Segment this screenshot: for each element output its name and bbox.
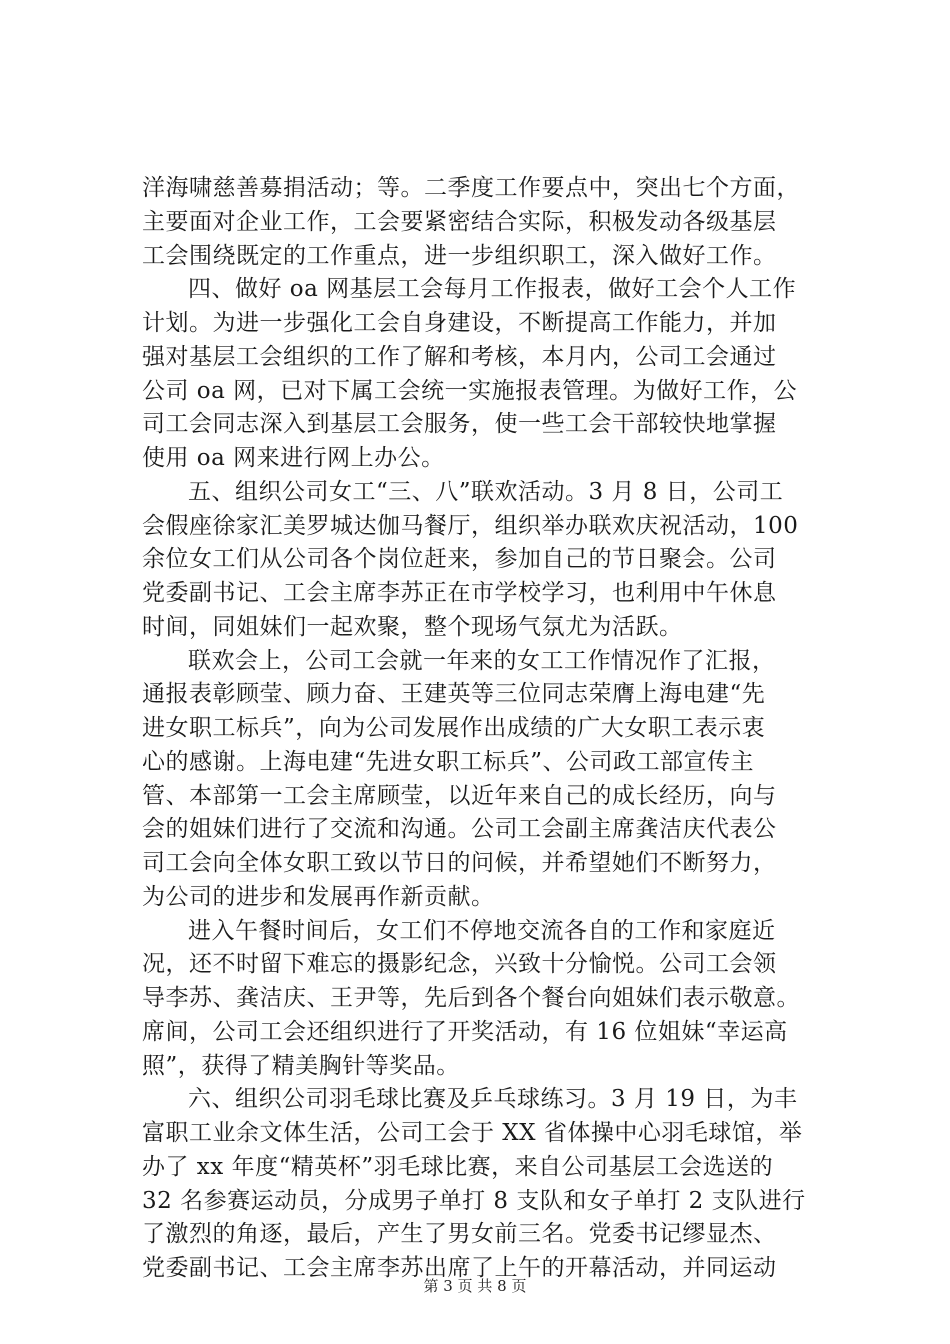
text-line: 计划。为进一步强化工会自身建设，不断提高工作能力，并加 <box>142 310 777 336</box>
text-line: 照”，获得了精美胸针等奖品。 <box>142 1052 460 1079</box>
paragraph-start-line: 联欢会上，公司工会就一年来的女工工作情况作了汇报， <box>188 647 776 674</box>
text-line: 富职工业余文体生活，公司工会于 XX 省体操中心羽毛球馆，举 <box>142 1120 803 1146</box>
text-line: 余位女工们从公司各个岗位赶来，参加自己的节日聚会。公司 <box>142 546 777 573</box>
paragraph-start-line: 四、做好 oa 网基层工会每月工作报表，做好工会个人工作 <box>188 276 797 303</box>
text-line: 司工会向全体女职工致以节日的问候，并希望她们不断努力， <box>142 850 777 876</box>
text-line: 强对基层工会组织的工作了解和考核，本月内，公司工会通过 <box>142 343 777 370</box>
text-line: 了激烈的角逐，最后，产生了男女前三名。党委书记缪显杰、 <box>142 1221 777 1248</box>
text-line: 办了 xx 年度“精英杯”羽毛球比赛，来自公司基层工会选送的 <box>142 1153 774 1180</box>
text-line: 公司 oa 网，已对下属工会统一实施报表管理。为做好工作，公 <box>142 377 798 404</box>
text-line: 司工会同志深入到基层工会服务，使一些工会干部较快地掌握 <box>142 411 777 438</box>
text-line: 管、本部第一工会主席顾莹，以近年来自己的成长经历，向与 <box>142 782 777 809</box>
text-line: 况，还不时留下难忘的摄影纪念，兴致十分愉悦。公司工会领 <box>142 951 777 978</box>
paragraph-start-line: 进入午餐时间后，女工们不停地交流各自的工作和家庭近 <box>188 917 776 944</box>
text-line: 党委副书记、工会主席李苏出席了上午的开幕活动，并同运动 <box>142 1255 777 1281</box>
text-line: 使用 oa 网来进行网上办公。 <box>142 445 445 471</box>
text-line: 会的姐妹们进行了交流和沟通。公司工会副主席龚洁庆代表公 <box>142 816 777 843</box>
paragraph-start-line: 五、组织公司女工“三、八”联欢活动。3 月 8 日，公司工 <box>188 478 784 505</box>
text-line: 党委副书记、工会主席李苏正在市学校学习，也利用中午休息 <box>142 580 777 606</box>
paragraph-start-line: 六、组织公司羽毛球比赛及乒乓球练习。3 月 19 日，为丰 <box>188 1086 798 1113</box>
text-line: 工会围绕既定的工作重点，进一步组织职工，深入做好工作。 <box>142 242 777 269</box>
text-line: 心的感谢。上海电建“先进女职工标兵”、公司政工部宣传主 <box>142 748 755 775</box>
document-body <box>142 172 838 1286</box>
text-line: 洋海啸慈善募捐活动；等。二季度工作要点中，突出七个方面， <box>142 175 800 201</box>
text-line: 席间，公司工会还组织进行了开奖活动，有 16 位姐妹“幸运高 <box>142 1018 788 1045</box>
text-line: 进女职工标兵”，向为公司发展作出成绩的广大女职工表示衷 <box>142 715 766 741</box>
text-line: 导李苏、龚洁庆、王尹等，先后到各个餐台向姐妹们表示敬意。 <box>142 985 800 1011</box>
text-line: 时间，同姐妹们一起欢聚，整个现场气氛尤为活跃。 <box>142 613 683 640</box>
text-line: 主要面对企业工作，工会要紧密结合实际，积极发动各级基层 <box>142 208 777 235</box>
text-line: 为公司的进步和发展再作新贡献。 <box>142 883 495 910</box>
text-line: 会假座徐家汇美罗城达伽马餐厅，组织举办联欢庆祝活动，100 <box>142 512 799 539</box>
page-number-footer: 第 3 页 共 8 页 <box>423 1277 527 1295</box>
text-line: 通报表彰顾莹、顾力奋、王建英等三位同志荣膺上海电建“先 <box>142 681 766 708</box>
text-line: 32 名参赛运动员，分成男子单打 8 支队和女子单打 2 支队进行 <box>142 1187 806 1214</box>
